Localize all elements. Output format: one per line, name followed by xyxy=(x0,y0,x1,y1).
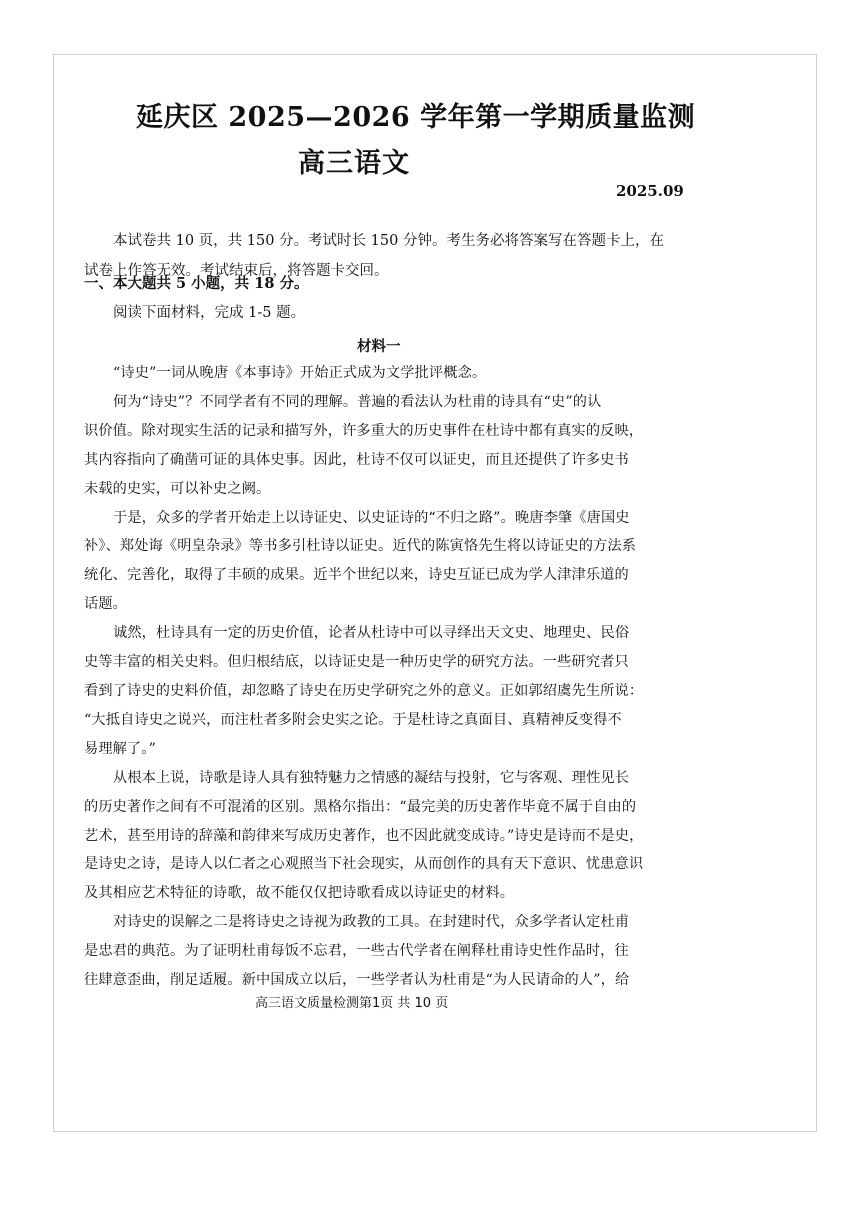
paragraph-line: 对诗史的误解之二是将诗史之诗视为政教的工具。在封建时代，众多学者认定杜甫 xyxy=(113,914,630,931)
paragraph-line: “诗史”一词从晚唐《本事诗》开始正式成为文学批评概念。 xyxy=(113,365,487,381)
subject-title: 高三语文 xyxy=(298,148,410,179)
paragraph-line: 补》、郑处诲《明皇杂录》等书多引杜诗以证史。近代的陈寅恪先生将以诗证史的方法系 xyxy=(84,538,637,555)
exam-title: 延庆区 2025—2026 学年第一学期质量监测 xyxy=(136,102,696,133)
paragraph-line: 识价值。除对现实生活的记录和描写外，许多重大的历史事件在杜诗中都有真实的反映， xyxy=(84,422,644,439)
paragraph-line: 看到了诗史的史料价值，却忽略了诗史在历史学研究之外的意义。正如郭绍虞先生所说： xyxy=(84,682,644,699)
paragraph-line: 往肆意歪曲，削足适履。新中国成立以后，一些学者认为杜甫是“为人民请命的人”，给 xyxy=(84,972,630,989)
paragraph-line: 何为“诗史”？不同学者有不同的理解。普遍的看法认为杜甫的诗具有“史”的认 xyxy=(113,393,602,410)
paragraph-line: 易理解了。” xyxy=(84,740,156,757)
paragraph-line: 从根本上说，诗歌是诗人具有独特魅力之情感的凝结与投射，它与客观、理性见长 xyxy=(113,769,630,786)
instruction-line: 试卷上作答无效。考试结束后，将答题卡交回。 xyxy=(84,263,389,279)
paragraph-line: 于是，众多的学者开始走上以诗证史、以史证诗的“不归之路”。晚唐李肇《唐国史 xyxy=(113,509,630,526)
paragraph-line: 话题。 xyxy=(84,596,128,613)
paragraph-line: 诚然，杜诗具有一定的历史价值，论者从杜诗中可以寻绎出天文史、地理史、民俗 xyxy=(113,625,630,642)
section-heading: 一、本大题共 5 小题，共 18 分。 xyxy=(84,275,309,292)
paragraph-line: 统化、完善化，取得了丰硕的成果。近半个世纪以来，诗史互证已成为学人津津乐道的 xyxy=(84,567,629,584)
page-footer: 高三语文质量检测第1页 共 10 页 xyxy=(255,996,449,1011)
paragraph-line: 及其相应艺术特征的诗歌，故不能仅仅把诗歌看成以诗证史的材料。 xyxy=(84,885,515,902)
material-body xyxy=(84,359,682,995)
paragraph-line: 是忠君的典范。为了证明杜甫每饭不忘君，一些古代学者在阐释杜甫诗史性作品时，往 xyxy=(84,943,629,960)
material-title: 材料一 xyxy=(357,339,401,355)
paragraph-line: 是诗史之诗，是诗人以仁者之心观照当下社会现实，从而创作的具有天下意识、忧患意识 xyxy=(84,856,644,873)
paragraph-line: 的历史著作之间有不可混淆的区别。黑格尔指出：“最完美的历史著作毕竟不属于自由的 xyxy=(84,798,637,815)
paragraph-line: “大抵自诗史之说兴，而注杜者多附会史实之论。于是杜诗之真面目、真精神反变得不 xyxy=(84,711,622,728)
exam-date: 2025.09 xyxy=(616,182,684,200)
reading-prompt: 阅读下面材料，完成 1-5 题。 xyxy=(113,305,306,321)
paragraph-line: 艺术，甚至用诗的辞藻和韵律来写成历史著作，也不因此就变成诗。”诗史是诗而不是史， xyxy=(84,827,644,844)
instruction-line: 本试卷共 10 页，共 150 分。考试时长 150 分钟。考生务必将答案写在答题卡上，在 xyxy=(113,233,664,249)
paragraph-line: 其内容指向了确凿可证的具体史事。因此，杜诗不仅可以证史，而且还提供了许多史书 xyxy=(84,451,629,468)
paragraph-line: 未载的史实，可以补史之阙。 xyxy=(84,480,271,497)
paragraph-line: 史等丰富的相关史料。但归根结底，以诗证史是一种历史学的研究方法。一些研究者只 xyxy=(84,654,629,671)
